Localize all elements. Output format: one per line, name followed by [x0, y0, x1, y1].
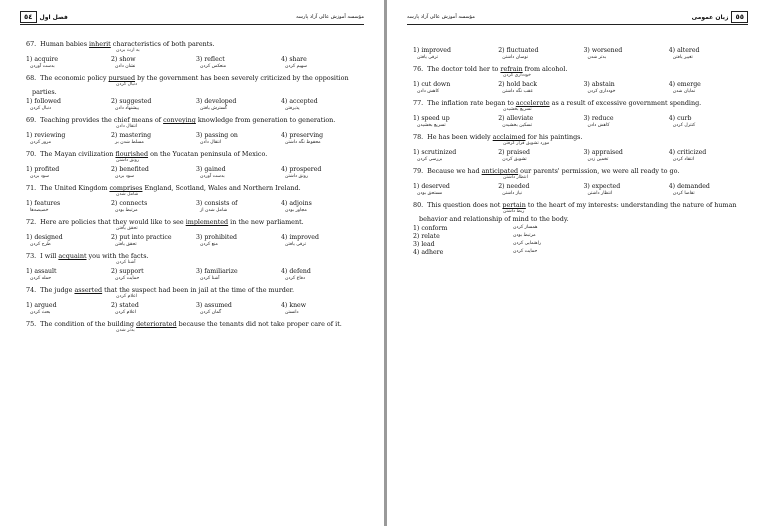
option [413, 241, 754, 249]
option-meaning: نوسان داشتن [502, 55, 529, 60]
option-meaning: دنبال کردن [30, 106, 52, 111]
target-gloss: مورد تشویق قرار گرفتن [503, 141, 550, 146]
option [281, 302, 366, 316]
option [26, 56, 111, 70]
option [413, 249, 754, 257]
target-gloss: دنبال کردن [116, 82, 138, 87]
target-word: acclaimed [492, 133, 526, 141]
stem-before: The economic policy [40, 74, 109, 82]
option [111, 166, 196, 180]
option-text: 1) acquire [26, 56, 59, 63]
option-meaning: دفاع کردن [285, 276, 305, 281]
option [584, 115, 669, 129]
left-question-list [26, 40, 366, 338]
left-page-number: ٥٤ [20, 11, 37, 23]
option-text: 3) prohibited [196, 234, 237, 241]
option-text: 4) demanded [668, 183, 710, 190]
option-text: 1) assault [26, 268, 57, 275]
option [26, 302, 111, 316]
target-word: anticipated [481, 167, 519, 175]
option-meaning: شامل شدن از [200, 208, 228, 213]
question-number: 70. [26, 150, 37, 158]
target-gloss: بدتر شدن [116, 328, 135, 333]
option [584, 81, 669, 95]
option [413, 81, 498, 95]
question-number: 68. [26, 74, 37, 82]
option-text: 3) gained [196, 166, 226, 173]
option-text: 2) needed [498, 183, 530, 190]
option-meaning: ترقی یافتن [417, 55, 439, 60]
question-item [26, 116, 366, 146]
option-meaning: مسلط شدن بر [115, 140, 144, 145]
option-text: 4) altered [668, 47, 700, 54]
option-text: 2) alleviate [498, 115, 534, 122]
target-word: comprises [109, 184, 143, 192]
option [498, 81, 583, 95]
question-item [413, 167, 754, 197]
option-text: 3) expected [583, 183, 621, 190]
question-stem [26, 286, 366, 294]
question-item [26, 184, 366, 214]
question-stem [26, 74, 366, 82]
option-text: 2) benefited [111, 166, 149, 173]
stem-before: The condition of the building [40, 320, 137, 328]
option-text: 3) worsened [583, 47, 623, 54]
option [281, 268, 366, 282]
options-row [26, 132, 366, 146]
option-meaning: همساز کردن [513, 225, 538, 230]
option-text: 4) share [281, 56, 307, 63]
option [413, 47, 498, 61]
option-meaning: مرتبط بودن [115, 208, 138, 213]
option-text: 4) criticized [668, 149, 707, 156]
option-text: 2) relate [413, 233, 440, 240]
option [196, 166, 281, 180]
question-item [26, 218, 366, 248]
option-meaning: آشنا کردن [200, 276, 220, 281]
option-meaning: بررسی کردن [417, 157, 443, 162]
stem-before: Because we had [427, 167, 482, 175]
option [111, 98, 196, 112]
option-meaning: خودداری کردن [587, 89, 616, 94]
option-text: 1) scrutinized [413, 149, 457, 156]
option-text: 4) improved [281, 234, 319, 241]
question-number: 79. [413, 167, 424, 175]
stem-before: I will [40, 252, 59, 260]
option [196, 268, 281, 282]
option [669, 47, 754, 61]
option-meaning: تقاضا کردن [672, 191, 695, 196]
target-word: deteriorated [136, 320, 177, 328]
option [281, 56, 366, 70]
option-text: 4) defend [281, 268, 311, 275]
option-text: 3) reduce [583, 115, 614, 122]
target-word: inherit [89, 40, 111, 48]
option-text: 3) assumed [196, 302, 232, 309]
question-number: 69. [26, 116, 37, 124]
left-chapter-title: فصل اول [39, 13, 68, 21]
question-item [413, 65, 754, 95]
option-text: 4) emerge [668, 81, 701, 88]
question-number: 72. [26, 218, 37, 226]
options-row [26, 200, 366, 214]
question-stem [413, 201, 754, 209]
option-meaning: مستحق بودن [417, 191, 443, 196]
option-text: 3) reflect [196, 56, 225, 63]
option-text: 2) stated [111, 302, 139, 309]
question-number: 74. [26, 286, 37, 294]
continued-options [413, 47, 754, 61]
option [26, 234, 111, 248]
question-stem [26, 320, 366, 328]
question-stem-continued: behavior and relationship of mind to the body. [419, 215, 569, 223]
option-text: 1) reviewing [26, 132, 66, 139]
right-page-number: ٥٥ [731, 11, 748, 23]
question-item [413, 201, 754, 257]
option-meaning: سود بردن [30, 174, 49, 179]
stem-after: knowledge from generation to generation. [195, 116, 336, 124]
question-number: 76. [413, 65, 424, 73]
right-page [387, 0, 768, 526]
options-row [26, 302, 366, 316]
left-page-header [20, 10, 364, 25]
options-row [26, 234, 366, 248]
options-row [26, 98, 366, 112]
target-word: conveying [163, 116, 196, 124]
right-institute-name: مؤسسه آموزش عالی آزاد پارسه [407, 14, 475, 20]
option [196, 98, 281, 112]
option-meaning: تحقق یافتن [115, 242, 137, 247]
option-meaning: تغییر یافتن [672, 55, 693, 60]
target-gloss: انتظار داشتن [503, 175, 528, 180]
option [413, 225, 754, 233]
option [196, 132, 281, 146]
options-row [413, 47, 754, 61]
option-meaning: حمله کردن [30, 276, 52, 281]
stem-before: He has been widely [427, 133, 493, 141]
target-gloss: آشنا کردن [116, 260, 136, 265]
option-meaning: عقب نگه داشتن [502, 89, 534, 94]
option-text: 3) abstain [583, 81, 615, 88]
option-text: 1) deserved [413, 183, 450, 190]
stem-after: our parents' permission, we were all ready to go. [518, 167, 680, 175]
option [669, 183, 754, 197]
option [669, 115, 754, 129]
option-meaning: انتقاد کردن [672, 157, 695, 162]
target-gloss: تحقق یافتن [116, 226, 138, 231]
option [413, 183, 498, 197]
option-meaning: حمایت کردن [513, 249, 538, 254]
option [196, 200, 281, 214]
target-word: refrain [500, 65, 523, 73]
option-meaning: تخمین زدن [587, 157, 609, 162]
option [413, 115, 498, 129]
option-meaning: پذیرفتن [285, 106, 300, 111]
question-number: 78. [413, 133, 424, 141]
target-gloss: به ارث بردن [116, 48, 140, 53]
option-meaning: گمان کردن [200, 310, 222, 315]
target-word: implemented [185, 218, 229, 226]
option [111, 268, 196, 282]
option-text: 3) developed [196, 98, 237, 105]
option [669, 149, 754, 163]
option-meaning: مرتبط بودن [513, 233, 536, 238]
option-meaning: رونق داشتن [285, 174, 309, 179]
option-meaning: خصیصه‌ها [30, 208, 49, 213]
target-word: flourished [115, 150, 149, 158]
question-stem-continued: parties. [32, 88, 57, 96]
option [498, 183, 583, 197]
stem-after: for his paintings. [525, 133, 583, 141]
stem-after: to the heart of my interests: understanding the nature of human [525, 201, 737, 209]
option-meaning: گسترش یافتن [200, 106, 228, 111]
option-meaning: کاهش دادن [587, 123, 610, 128]
question-number: 67. [26, 40, 37, 48]
option [196, 234, 281, 248]
question-stem [26, 184, 366, 192]
option-meaning: مجاور بودن [285, 208, 307, 213]
question-stem [26, 116, 366, 124]
option-meaning: سهیم کردن [285, 64, 308, 69]
option [281, 166, 366, 180]
option [111, 234, 196, 248]
question-stem [413, 167, 754, 175]
option-text: 2) support [111, 268, 144, 275]
option-text: 2) connects [111, 200, 148, 207]
option-text: 1) argued [26, 302, 57, 309]
stem-after: in the new parliament. [228, 218, 304, 226]
left-institute-name: مؤسسه آموزش عالی آزاد پارسه [296, 14, 364, 20]
options-row [26, 268, 366, 282]
option-text: 4) prospered [281, 166, 322, 173]
option-meaning: بحث کردن [30, 310, 51, 315]
target-gloss: اعلام کردن [116, 294, 138, 299]
target-word: pursued [108, 74, 136, 82]
stem-after: characteristics of both parents. [110, 40, 215, 48]
option-meaning: نشان دادن [115, 64, 136, 69]
options-row [413, 183, 754, 197]
option [111, 302, 196, 316]
option-text: 1) followed [26, 98, 61, 105]
stem-before: The judge [40, 286, 75, 294]
question-number: 80. [413, 201, 424, 209]
option-meaning: انتظار داشتن [587, 191, 613, 196]
option-text: 4) adhere [413, 249, 444, 256]
option [498, 47, 583, 61]
stem-before: Here are policies that they would like to see [40, 218, 186, 226]
option-text: 2) hold back [498, 81, 538, 88]
option-text: 1) features [26, 200, 61, 207]
option-meaning: سود بردن [115, 174, 134, 179]
target-gloss: تسریع بخشیدن [503, 107, 532, 112]
option [584, 47, 669, 61]
option [26, 268, 111, 282]
stem-after: because the tenants did not take proper care of it. [176, 320, 342, 328]
option-meaning: کاهش دادن [417, 89, 440, 94]
target-word: asserted [74, 286, 103, 294]
option-text: 3) familiarize [196, 268, 238, 275]
option-meaning: کنترل کردن [672, 123, 696, 128]
stem-after: you with the facts. [86, 252, 149, 260]
option [413, 233, 754, 241]
question-item [26, 74, 366, 112]
option-text: 1) designed [26, 234, 63, 241]
option [498, 149, 583, 163]
target-gloss: ربط داشتن [503, 209, 525, 214]
option-meaning: محفوظ نگه داشتن [285, 140, 321, 145]
question-stem [26, 150, 366, 158]
option-meaning: تسریع بخشیدن [417, 123, 446, 128]
option [26, 98, 111, 112]
question-stem [26, 40, 366, 48]
option-text: 3) passing on [196, 132, 238, 139]
question-number: 77. [413, 99, 424, 107]
option-text: 1) conform [413, 225, 448, 232]
option [584, 149, 669, 163]
question-stem [26, 218, 366, 226]
option-meaning: منعکس کردن [200, 64, 227, 69]
option-text: 2) fluctuated [498, 47, 539, 54]
option-text: 4) preserving [281, 132, 324, 139]
options-row [413, 81, 754, 95]
option [669, 81, 754, 95]
option-text: 1) speed up [413, 115, 450, 122]
option-meaning: تسکین بخشیدن [502, 123, 533, 128]
option-text: 2) put into practice [111, 234, 172, 241]
stem-before: Human babies [40, 40, 90, 48]
option-text: 3) appraised [583, 149, 623, 156]
option-meaning: طرح کردن [30, 242, 51, 247]
option [281, 234, 366, 248]
question-number: 75. [26, 320, 37, 328]
question-stem [413, 65, 754, 73]
option-text: 2) show [111, 56, 136, 63]
option [498, 115, 583, 129]
target-word: pertain [502, 201, 526, 209]
options-column [413, 225, 754, 257]
options-row [26, 166, 366, 180]
option [413, 149, 498, 163]
option-text: 1) cut down [413, 81, 451, 88]
option-text: 3) lead [413, 241, 435, 248]
stem-after: by the government has been severely criticized by the opposition [135, 74, 349, 82]
question-item [26, 150, 366, 180]
option-meaning: مرور کردن [30, 140, 52, 145]
option-meaning: پیشنهاد دادن [115, 106, 139, 111]
options-row [413, 149, 754, 163]
stem-after: that the suspect had been in jail at the time of the murder. [102, 286, 295, 294]
question-item [26, 286, 366, 316]
option-meaning: تشویق کردن [502, 157, 527, 162]
option-text: 1) profited [26, 166, 60, 173]
stem-after: on the Yucatan peninsula of Mexico. [148, 150, 268, 158]
stem-before: The Mayan civilization [40, 150, 116, 158]
option [111, 200, 196, 214]
question-item [26, 40, 366, 70]
option-text: 1) improved [413, 47, 451, 54]
options-row [413, 115, 754, 129]
question-number: 71. [26, 184, 37, 192]
right-question-list [413, 45, 754, 261]
question-item [413, 99, 754, 129]
stem-after: from alcohol. [522, 65, 568, 73]
options-row [26, 56, 366, 70]
option-text: 4) curb [668, 115, 692, 122]
option [26, 166, 111, 180]
target-word: accelerate [515, 99, 550, 107]
stem-before: Teaching provides the chief means of [40, 116, 164, 124]
option-meaning: حمایت کردن [115, 276, 140, 281]
option-meaning: بدست آوردن [30, 64, 55, 69]
option-meaning: انتقال دادن [200, 140, 222, 145]
option-meaning: راهنمایی کردن [513, 241, 542, 246]
option [281, 200, 366, 214]
question-item [413, 133, 754, 163]
option-meaning: نیاز داشتن [502, 191, 523, 196]
stem-before: This question does not [427, 201, 503, 209]
option [111, 132, 196, 146]
right-page-header [407, 10, 748, 25]
option-text: 4) adjoins [281, 200, 312, 207]
option [111, 56, 196, 70]
target-gloss: رونق داشتن [116, 158, 140, 163]
option [196, 302, 281, 316]
question-stem [413, 99, 754, 107]
option-meaning: نمایان شدن [672, 89, 696, 94]
target-word: acquaint [58, 252, 87, 260]
option-text: 2) mastering [111, 132, 152, 139]
stem-before: The inflation rate began to [427, 99, 516, 107]
option-meaning: بدتر شدن [587, 55, 607, 60]
target-gloss: انتقال دادن [116, 124, 138, 129]
option-meaning: ترقی یافتن [285, 242, 307, 247]
stem-after: England, Scotland, Wales and Northern Ireland. [142, 184, 301, 192]
option [584, 183, 669, 197]
question-number: 73. [26, 252, 37, 260]
option-text: 2) praised [498, 149, 530, 156]
stem-before: The doctor told her to [427, 65, 501, 73]
option-meaning: دانستن [285, 310, 299, 315]
option-text: 4) knew [281, 302, 307, 309]
stem-after: as a result of excessive government spending. [549, 99, 702, 107]
option-meaning: منع کردن [200, 242, 218, 247]
option-text: 2) suggested [111, 98, 152, 105]
option [281, 132, 366, 146]
option-meaning: بدست آوردن [200, 174, 225, 179]
target-gloss: شامل شدن [116, 192, 139, 197]
question-item [26, 252, 366, 282]
question-stem [26, 252, 366, 260]
option-text: 3) consists of [196, 200, 238, 207]
stem-before: The United Kingdom [40, 184, 110, 192]
option [26, 132, 111, 146]
question-item [26, 320, 366, 334]
option [196, 56, 281, 70]
option-text: 4) accepted [281, 98, 318, 105]
option [281, 98, 366, 112]
right-book-title: زبان عمومی [691, 13, 729, 21]
option-meaning: اعلام کردن [115, 310, 137, 315]
option [26, 200, 111, 214]
question-stem [413, 133, 754, 141]
target-gloss: خودداری کردن [503, 73, 531, 78]
